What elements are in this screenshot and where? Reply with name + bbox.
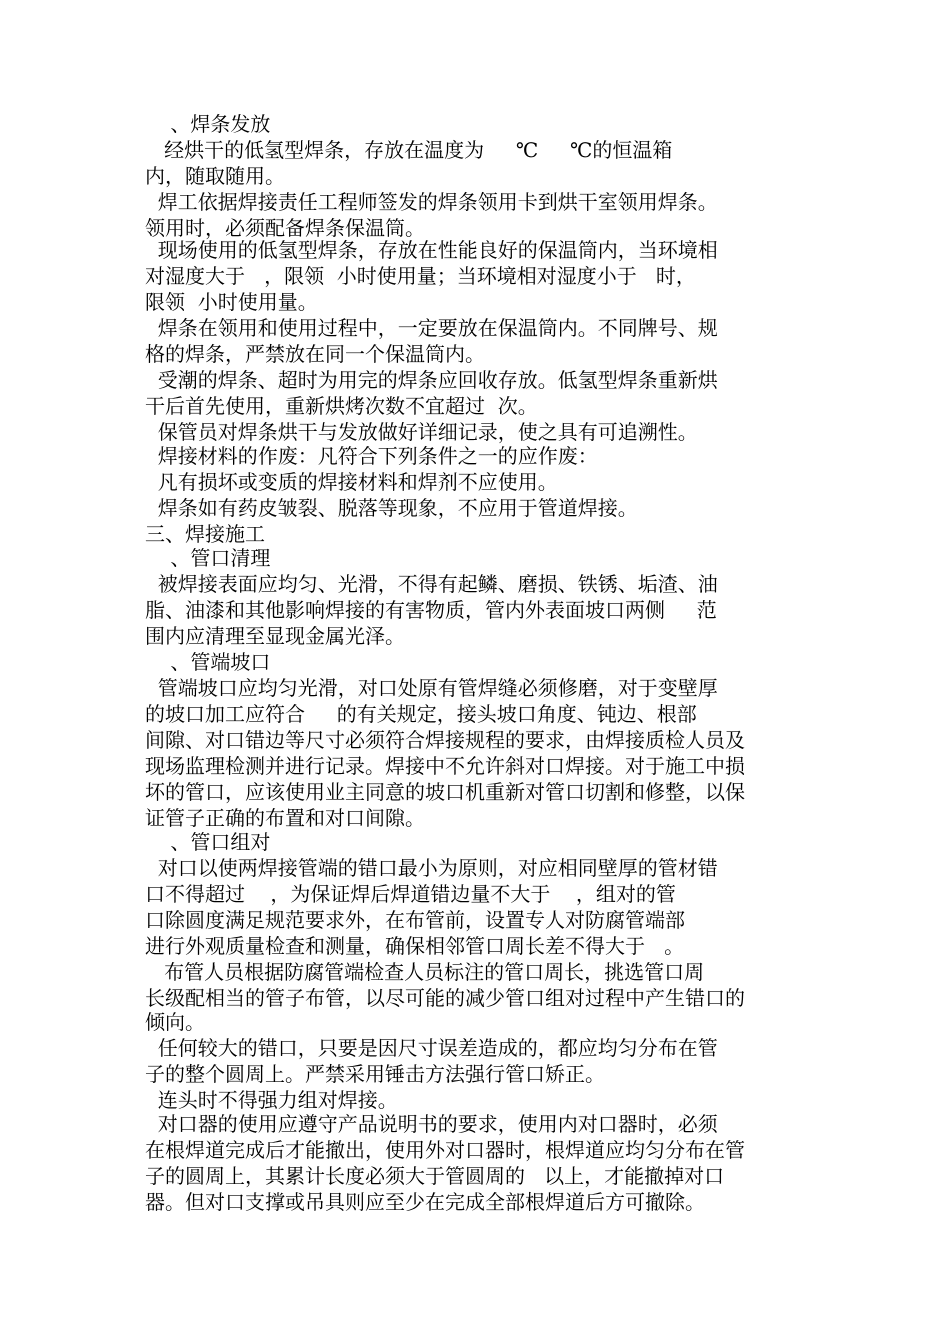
text-line: 、焊条发放: [145, 112, 271, 136]
text-line: 坏的管口，应该使用业主同意的坡口机重新对管口切割和修整，以保: [145, 780, 745, 804]
text-line: 焊工依据焊接责任工程师签发的焊条领用卡到烘干室领用焊条。: [145, 190, 718, 214]
text-line: 对口器的使用应遵守产品说明书的要求，使用内对口器时，必须: [145, 1112, 718, 1136]
text-line: 现场使用的低氢型焊条，存放在性能良好的保温筒内，当环境相: [145, 238, 718, 262]
text-line: 管端坡口应均匀光滑，对口处原有管焊缝必须修磨，对于变壁厚: [145, 676, 718, 700]
text-line: 证管子正确的布置和对口间隙。: [145, 806, 425, 830]
text-line: 凡有损坏或变质的焊接材料和焊剂不应使用。: [145, 470, 558, 494]
text-line: 连头时不得强力组对焊接。: [145, 1088, 398, 1112]
text-line: 被焊接表面应均匀、光滑，不得有起鳞、磨损、铁锈、垢渣、油: [145, 572, 718, 596]
text-line: 的坡口加工应符合 的有关规定，接头坡口角度、钝边、根部: [145, 702, 697, 726]
text-line: 现场监理检测并进行记录。焊接中不允许斜对口焊接。对于施工中损: [145, 754, 745, 778]
text-line: 限领 小时使用量。: [145, 290, 318, 314]
text-line: 口除圆度满足规范要求外，在布管前，设置专人对防腐管端部: [145, 908, 685, 932]
text-line: 、管口组对: [145, 830, 271, 854]
text-line: 长级配相当的管子布管，以尽可能的减少管口组对过程中产生错口的: [145, 986, 745, 1010]
text-line: 焊条在领用和使用过程中，一定要放在保温筒内。不同牌号、规: [145, 316, 718, 340]
text-line: 焊条如有药皮皱裂、脱落等现象，不应用于管道焊接。: [145, 496, 638, 520]
text-line: 布管人员根据防腐管端检查人员标注的管口周长，挑选管口周: [145, 960, 705, 984]
text-line: 内，随取随用。: [145, 164, 285, 188]
text-line: 器。但对口支撑或吊具则应至少在完成全部根焊道后方可撤除。: [145, 1190, 705, 1214]
text-line: 经烘干的低氢型焊条，存放在温度为 ℃ ℃的恒温箱: [145, 138, 673, 162]
text-line: 倾向。: [145, 1010, 205, 1034]
text-line: 脂、油漆和其他影响焊接的有害物质，管内外表面坡口两侧 范: [145, 598, 717, 622]
text-line: 、管口清理: [145, 546, 271, 570]
text-line: 进行外观质量检查和测量，确保相邻管口周长差不得大于 。: [145, 934, 685, 958]
text-line: 任何较大的错口，只要是因尺寸误差造成的，都应均匀分布在管: [145, 1036, 718, 1060]
text-line: 间隙、对口错边等尺寸必须符合焊接规程的要求，由焊接质检人员及: [145, 728, 745, 752]
text-line: 对口以使两焊接管端的错口最小为原则，对应相同壁厚的管材错: [145, 856, 718, 880]
text-line: 围内应清理至显现金属光泽。: [145, 624, 405, 648]
text-line: 保管员对焊条烘干与发放做好详细记录，使之具有可追溯性。: [145, 420, 698, 444]
text-line: 受潮的焊条、超时为用完的焊条应回收存放。低氢型焊条重新烘: [145, 368, 718, 392]
text-line: 对湿度大于 ，限领 小时使用量；当环境相对湿度小于 时，: [145, 264, 696, 288]
section-heading: 三、焊接施工: [145, 522, 265, 546]
text-line: 子的圆周上，其累计长度必须大于管圆周的 以上，才能撤掉对口: [145, 1164, 725, 1188]
text-line: 、管端坡口: [145, 650, 271, 674]
text-line: 格的焊条，严禁放在同一个保温筒内。: [145, 342, 485, 366]
text-line: 子的整个圆周上。严禁采用锤击方法强行管口矫正。: [145, 1062, 605, 1086]
text-line: 领用时，必须配备焊条保温筒。: [145, 216, 425, 240]
text-line: 在根焊道完成后才能撤出，使用外对口器时，根焊道应均匀分布在管: [145, 1138, 745, 1162]
text-line: 口不得超过 ，为保证焊后焊道错边量不大于 ，组对的管: [145, 882, 676, 906]
text-line: 干后首先使用，重新烘烤次数不宜超过 次。: [145, 394, 538, 418]
text-line: 焊接材料的作废：凡符合下列条件之一的应作废：: [145, 444, 598, 468]
